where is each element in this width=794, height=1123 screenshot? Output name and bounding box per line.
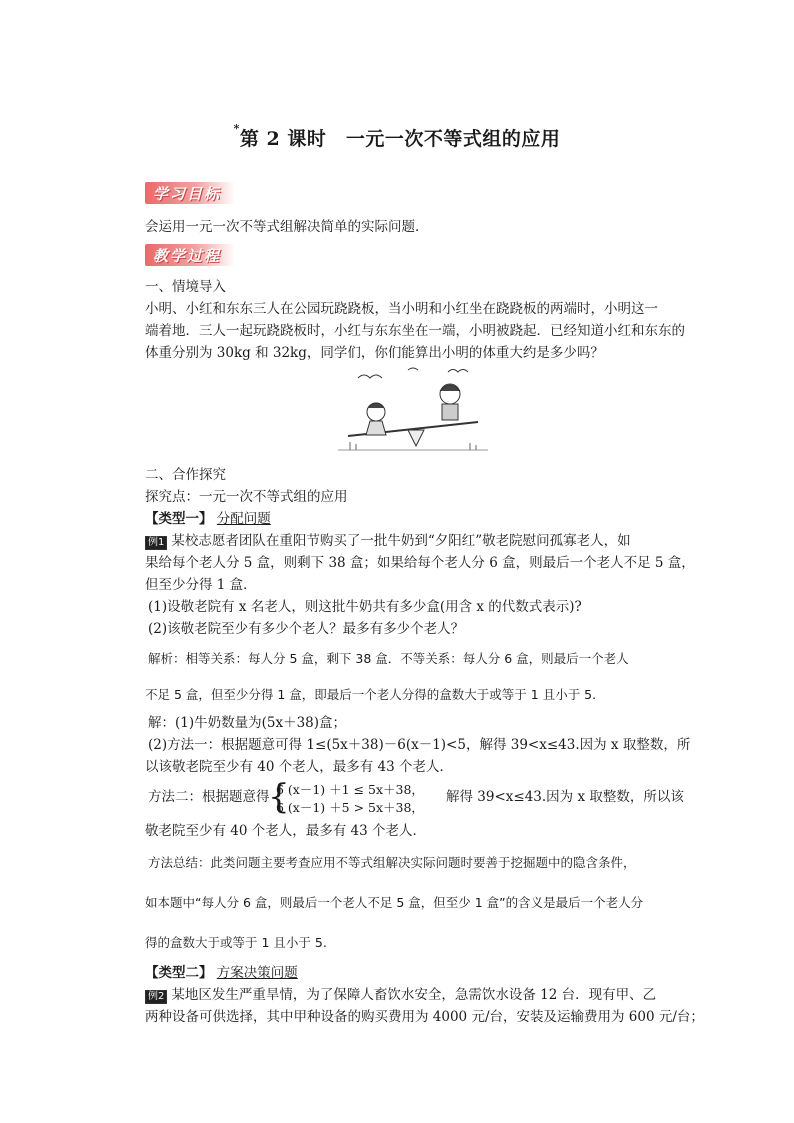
section-heading-intro: 一、情境导入 <box>145 279 226 295</box>
example1-line-3: 但至少分得 1 盒． <box>145 577 257 593</box>
title-text: 第 2 课时 一元一次不等式组的应用 <box>239 128 561 150</box>
method2-suffix: 解得 39<x≤43.因为 x 取整数，所以该 <box>446 789 684 805</box>
system-line-2: 6 (x－1) ＋5 > 5x＋38， <box>276 800 424 815</box>
process-banner-label: 教学过程 <box>153 247 222 265</box>
page-title <box>0 124 794 151</box>
summary-line-3: 得的盒数大于或等于 1 且小于 5. <box>145 935 327 950</box>
analysis-line-2: 不足 5 盒，但至少分得 1 盒，即最后一个老人分得的盒数大于或等于 1 且小于 5. <box>145 687 597 702</box>
example1-line-2: 果给每个老人分 5 盒，则剩下 38 盒；如果给每个老人分 6 盒，则最后一个老人不足 5 盒， <box>145 555 695 571</box>
method2-prefix: 方法二：根据题意得 <box>148 789 270 805</box>
goal-banner <box>145 182 235 204</box>
solution-part-1: 解：(1)牛奶数量为(5x＋38)盒； <box>148 715 347 731</box>
example2-tag: 例2 <box>145 990 167 1004</box>
example2-line-2: 两种设备可供选择，其中甲种设备的购买费用为 4000 元/台，安装及运输费用为 600 元/台； <box>145 1009 704 1025</box>
type1-label: 【类型一】 <box>145 511 213 527</box>
type2-name: 方案决策问题 <box>216 965 298 981</box>
example1-line-1 <box>145 530 665 552</box>
type2-heading <box>145 962 665 984</box>
solution-part-2-line-2: 以该敬老院至少有 40 个老人，最多有 43 个老人． <box>145 759 454 775</box>
example2-line-1 <box>145 984 665 1006</box>
example1-text-1: 某校志愿者团队在重阳节购买了一批牛奶到“夕阳红”敬老院慰问孤寡老人，如 <box>171 533 631 549</box>
analysis-line-1: 解析：相等关系：每人分 5 盒，剩下 38 盒．不等关系：每人分 6 盒，则最后一个老人 <box>148 651 629 666</box>
type2-label: 【类型二】 <box>145 965 213 981</box>
type1-heading <box>145 508 665 530</box>
system-line-1: 6 (x－1) ＋1 ≤ 5x＋38， <box>276 782 424 797</box>
goal-banner-label: 学习目标 <box>153 185 222 203</box>
title-asterisk: * <box>233 122 240 135</box>
question-2: (2)该敬老院至少有多少个老人？最多有多少个老人？ <box>148 621 465 637</box>
goal-text: 会运用一元一次不等式组解决简单的实际问题． <box>145 219 429 235</box>
type1-name: 分配问题 <box>216 511 271 527</box>
summary-line-1: 方法总结：此类问题主要考查应用不等式组解决实际问题时要善于挖掘题中的隐含条件， <box>148 855 636 870</box>
process-banner <box>145 244 235 266</box>
example1-tag: 例1 <box>145 536 167 550</box>
intro-line-1: 小明、小红和东东三人在公园玩跷跷板，当小明和小红坐在跷跷板的两端时，小明这一 <box>145 301 658 317</box>
system-left-brace: { <box>268 777 290 817</box>
method2-conclusion: 敬老院至少有 40 个老人，最多有 43 个老人． <box>145 823 427 839</box>
summary-line-2: 如本题中“每人分 6 盒，则最后一个老人不足 5 盒，但至少 1 盒”的含义是最后一个老人分 <box>145 895 644 910</box>
solution-part-2-line-1: (2)方法一：根据题意可得 1≤(5x＋38)－6(x－1)<5，解得 39<x≤43.因为 x 取整数，所 <box>148 737 691 753</box>
intro-line-2: 端着地．三人一起玩跷跷板时，小红与东东坐在一端，小明被跷起．已经知道小红和东东的 <box>145 323 685 339</box>
question-1: (1)设敬老院有 x 名老人，则这批牛奶共有多少盒(用含 x 的代数式表示)? <box>148 599 582 615</box>
intro-line-3: 体重分别为 30kg 和 32kg，同学们，你们能算出小明的体重大约是多少吗？ <box>145 345 604 361</box>
seesaw-illustration <box>338 364 488 460</box>
example2-text-1: 某地区发生严重旱情，为了保障人畜饮水安全，急需饮水设备 12 台．现有甲、乙 <box>171 987 657 1003</box>
section-heading-explore: 二、合作探究 <box>145 467 226 483</box>
explore-point: 探究点：一元一次不等式组的应用 <box>145 489 348 505</box>
